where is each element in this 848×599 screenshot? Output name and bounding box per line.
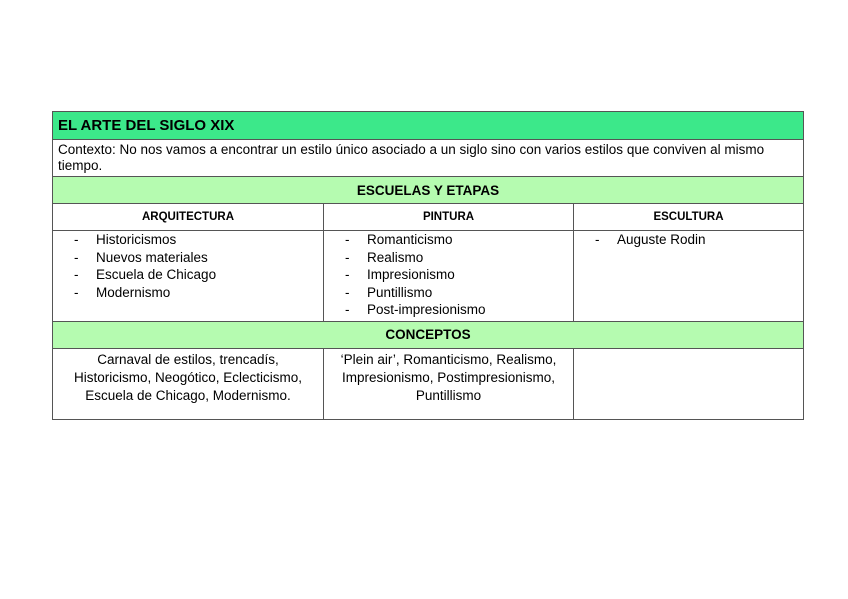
art-19th-century-table <box>52 111 804 420</box>
list-item: - Post-impresionismo <box>345 301 569 319</box>
list-item: - Escuela de Chicago <box>74 266 319 284</box>
context-text: Contexto: No nos vamos a encontrar un estilo único asociado a un siglo sino con varios estilos que conviven al mismo tiempo. <box>53 140 804 177</box>
section-header-row <box>53 321 804 348</box>
column-header-escultura: ESCULTURA <box>574 204 804 231</box>
list-item: - Puntillismo <box>345 284 569 302</box>
arquitectura-cell <box>53 231 324 322</box>
list-item: - Auguste Rodin <box>595 231 799 249</box>
column-header-pintura: PINTURA <box>324 204 574 231</box>
list-item: - Nuevos materiales <box>74 249 319 267</box>
section-escuelas-heading: ESCUELAS Y ETAPAS <box>53 177 804 204</box>
escultura-cell <box>574 231 804 322</box>
arquitectura-list <box>57 231 319 301</box>
escultura-list <box>578 231 799 249</box>
title-row <box>53 112 804 140</box>
list-item: - Modernismo <box>74 284 319 302</box>
pintura-list <box>328 231 569 319</box>
section-conceptos-heading: CONCEPTOS <box>53 321 804 348</box>
lists-row <box>53 231 804 322</box>
conceptos-pintura: ‘Plein air’, Romanticismo, Realismo, Impresionismo, Postimpresionismo, Puntillismo <box>324 348 574 419</box>
list-item: - Impresionismo <box>345 266 569 284</box>
list-item: - Historicismos <box>74 231 319 249</box>
concepts-row <box>53 348 804 419</box>
column-header-arquitectura: ARQUITECTURA <box>53 204 324 231</box>
section-header-row <box>53 177 804 204</box>
list-item: - Romanticismo <box>345 231 569 249</box>
table-title: EL ARTE DEL SIGLO XIX <box>53 112 804 140</box>
conceptos-escultura <box>574 348 804 419</box>
context-row <box>53 140 804 177</box>
conceptos-arquitectura: Carnaval de estilos, trencadís, Historicismo, Neogótico, Eclecticismo, Escuela de Chicago, Modernismo. <box>53 348 324 419</box>
pintura-cell <box>324 231 574 322</box>
column-header-row <box>53 204 804 231</box>
list-item: - Realismo <box>345 249 569 267</box>
